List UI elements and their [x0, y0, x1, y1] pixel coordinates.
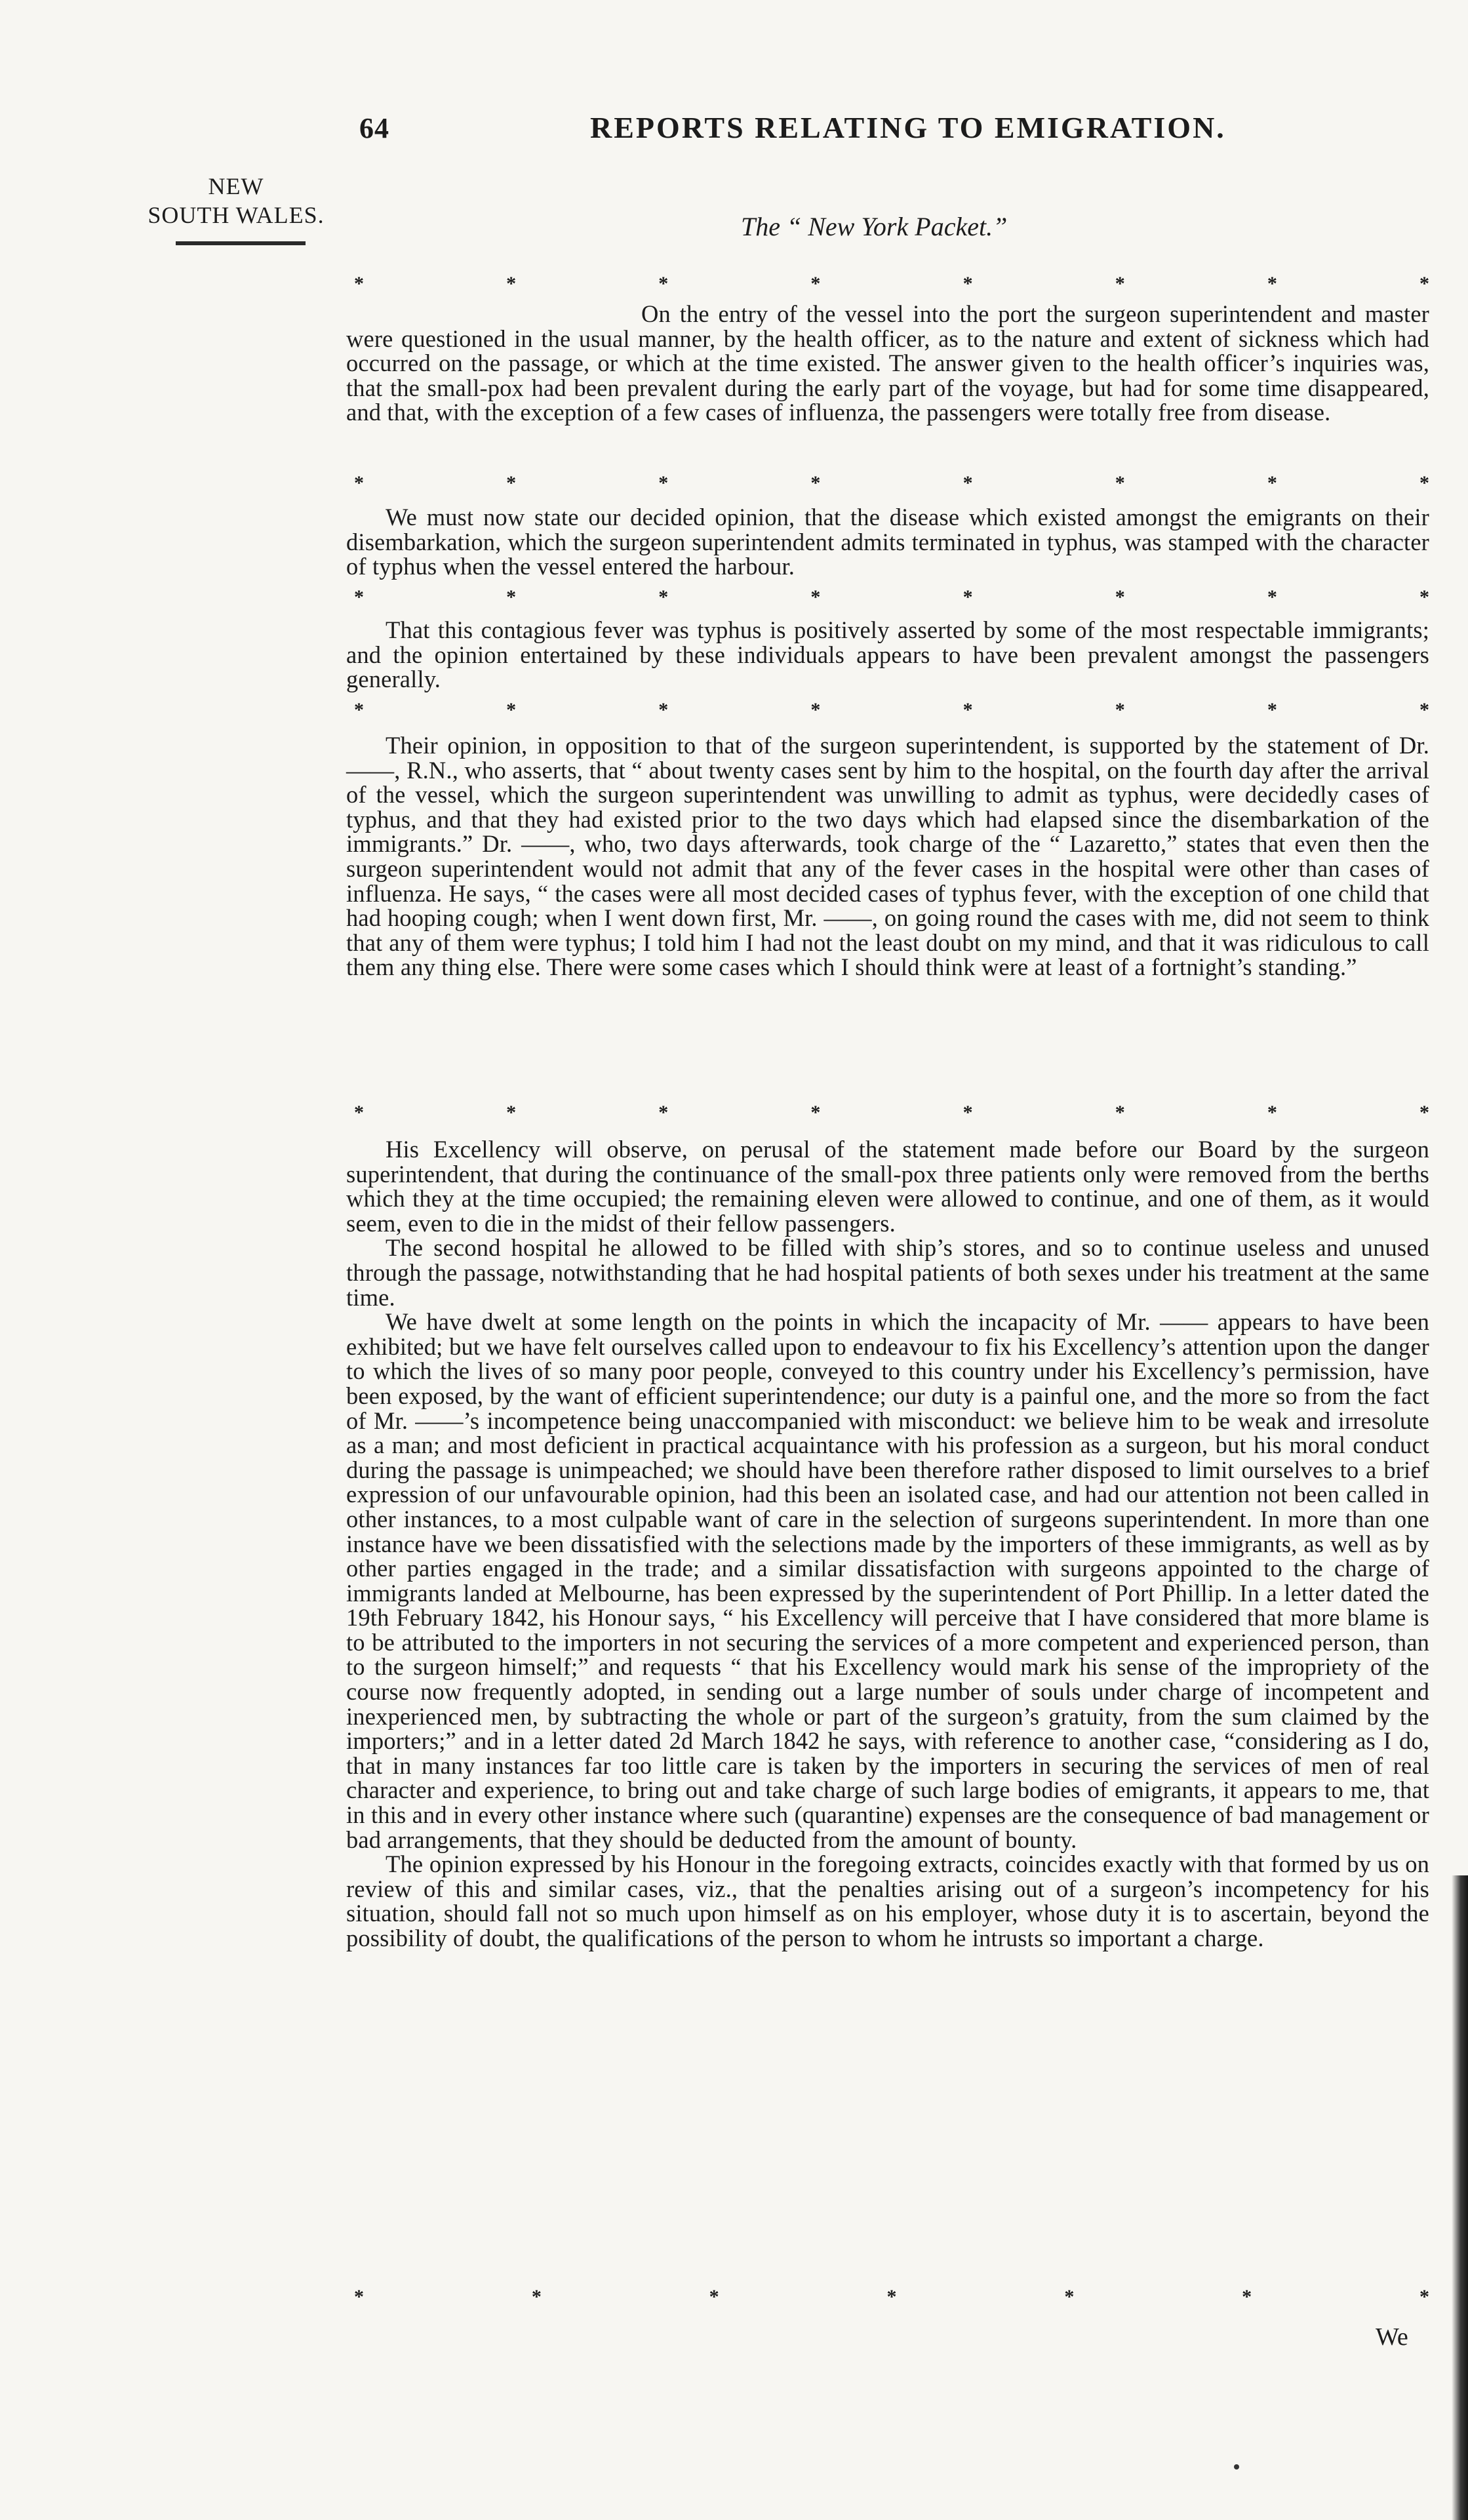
margin-rule [176, 241, 306, 245]
asterisk-row: * * * * * * * * [354, 699, 1429, 721]
paragraph-text: The second hospital he allowed to be filled with ship’s stores, and so to continue useless and unused through the passage, notwithstanding that he had hospital patients of both sexes under his treatment at the same time. [346, 1234, 1429, 1311]
paragraph-3 [346, 618, 1429, 692]
asterisk-row: * * * * * * * * [354, 1102, 1429, 1123]
running-head: REPORTS RELATING TO EMIGRATION. [590, 111, 1226, 144]
paragraph-4 [346, 733, 1429, 980]
margin-note-line-1: NEW [208, 173, 264, 199]
binding-edge [1452, 1875, 1468, 2520]
section-title: The “ New York Packet.” [741, 212, 1008, 241]
margin-note [138, 172, 334, 230]
catchword: We [1376, 2323, 1408, 2351]
paragraph-text: We have dwelt at some length on the points in which the incapacity of Mr. —— appears to have been exhibited; but we have felt ourselves called upon to endeavour to fix his Excellency’s attention upon the danger to which the lives of so many poor people, conveyed to this country under his Excellency’s permission, have been exposed, by the want of efficient superintendence; our duty is a painful one, and the more so from the fact of Mr. ——’s incompetence being unaccompanied with misconduct: we believe him to be weak and irresolute as a man; and most deficient in practical acquaintance with his profession as a surgeon, but his moral conduct during the passage is unimpeached; we should have been therefore rather disposed to limit ourselves to a brief expression of our unfavourable opinion, had this been an isolated case, and had our attention not been called in other instances, to a most culpable want of care in the selection of surgeons superintendent. In more than one instance have we been dissatisfied with the selections made by the importers of these immigrants, as well as by other parties engaged in the trade; and a similar dissatisfaction with surgeons appointed to the charge of immigrants landed at Melbourne, has been expressed by the superintendent of Port Phillip. In a letter dated the 19th February 1842, his Honour says, “ his Excellency will perceive that I have considered that more blame is to be attributed to the importers in not securing the services of a more competent and experienced person, than to the surgeon himself;” and requests “ that his Excellency would mark his sense of the impropriety of the course now frequently adopted, in sending out a large number of souls under charge of incompetent and inexperienced men, by subtracting the whole or part of the surgeon’s gratuity, from the sum claimed by the importers;” and in a letter dated 2d March 1842 he says, with reference to another case, “considering as I do, that in many instances far too little care is taken by the importers in securing the services of men of real character and experience, to bring out and take charge of such large bodies of emigrants, it appears to me, that in this and in every other instance where such (quarantine) expenses are the consequence of bad management or bad arrangements, that they should be deducted from the amount of bounty. [346, 1308, 1429, 1853]
stray-ink-dot [1234, 2464, 1239, 2470]
paragraph-5 [346, 1137, 1429, 1951]
paragraph-text: On the entry of the vessel into the port the surgeon superintendent and master were questioned in the usual manner, by the health officer, as to the nature and extent of sickness which had occurred on the passage, or which at the time existed. The answer given to the health officer’s inquiries was, that the small-pox had been prevalent during the early part of the voyage, but had for some time disappeared, and that, with the exception of a few cases of influenza, the passengers were totally free from disease. [346, 300, 1429, 426]
paragraph-text: We must now state our decided opinion, that the disease which existed amongst the emigrants on their disembarkation, which the surgeon superintendent admits terminated in typhus, was stamped with the character of typhus when the vessel entered the harbour. [346, 504, 1429, 580]
margin-note-line-2: SOUTH WALES. [148, 202, 325, 228]
asterisk-row: * * * * * * * * [354, 586, 1429, 608]
paragraph-text: His Excellency will observe, on perusal of the statement made before our Board by the surgeon superintendent, that during the continuance of the small-pox three patients only were removed from the berths which they at the time occupied; the remaining eleven were allowed to continue, and one of them, as it would seem, even to die in the midst of their fellow passengers. [346, 1136, 1429, 1237]
asterisk-row: * * * * * * * [354, 2286, 1429, 2308]
paragraph-text: The opinion expressed by his Honour in the foregoing extracts, coincides exactly with that formed by us on review of this and similar cases, viz., that the penalties arising out of a surgeon’s incompetency for his situation, should fall not so much upon himself as on his employer, whose duty it is to ascertain, beyond the possibility of doubt, the qualifications of the person to whom he intrusts so important a charge. [346, 1850, 1429, 1951]
paragraph-text: That this contagious fever was typhus is positively asserted by some of the most respectable immigrants; and the opinion entertained by these individuals appears to have been prevalent amongst the passengers generally. [346, 616, 1429, 693]
asterisk-row: * * * * * * * * [354, 273, 1429, 294]
page-number: 64 [359, 112, 389, 144]
paragraph-1 [346, 302, 1429, 425]
paragraph-text: Their opinion, in opposition to that of the surgeon superintendent, is supported by the statement of Dr. ——, R.N., who asserts, that “ about twenty cases sent by him to the hospital, on the fourth day after the arrival of the vessel, which the surgeon superintendent was unwilling to admit as typhus, were decidedly cases of typhus, and that they had existed prior to the two days which had elapsed since the disembarkation of the immigrants.” Dr. ——, who, two days afterwards, took charge of the “ Lazaretto,” states that even then the surgeon superintendent would not admit that any of the fever cases in the hospital were other than cases of influenza. He says, “ the cases were all most decided cases of typhus fever, with the exception of one child that had hooping cough; when I went down first, Mr. ——, on going round the cases with me, did not seem to think that any of them were typhus; I told him I had not the least doubt on my mind, and that it was ridiculous to call them any thing else. There were some cases which I should think were at least of a fortnight’s standing.” [346, 732, 1429, 981]
asterisk-row: * * * * * * * * [354, 472, 1429, 494]
paragraph-2 [346, 505, 1429, 579]
